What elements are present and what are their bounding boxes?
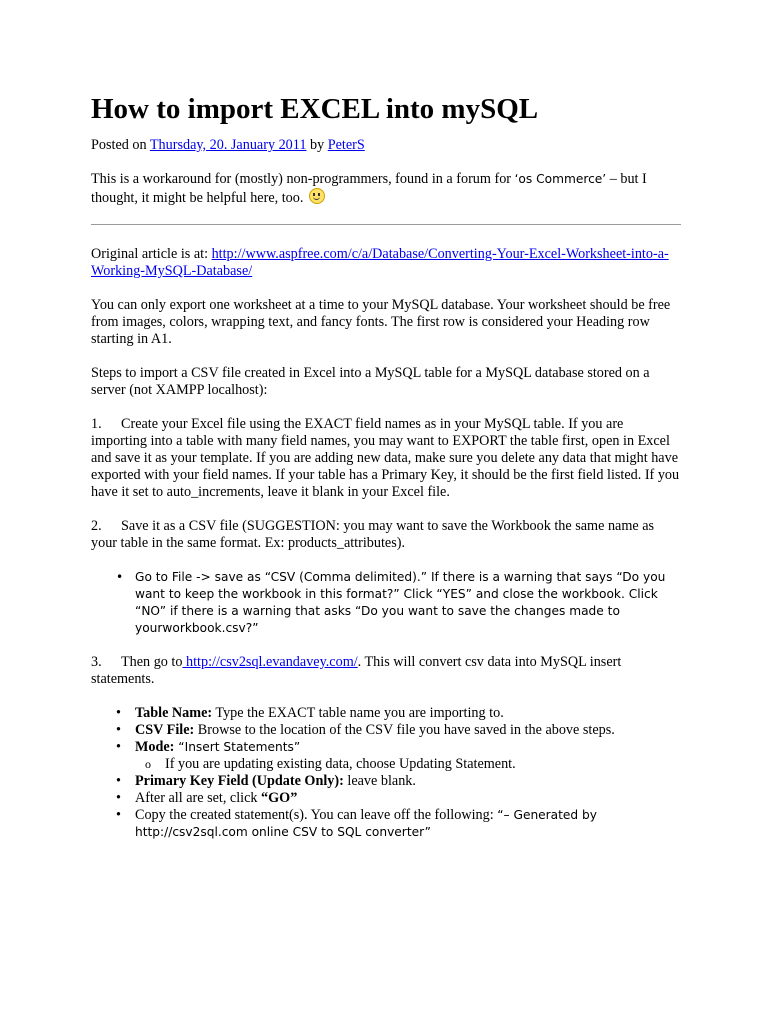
item-label: Primary Key Field (Update Only):: [135, 773, 344, 789]
by-text: by: [306, 137, 328, 153]
step-2-text: Save it as a CSV file (SUGGESTION: you may want to save the Workbook the same name as your table in the same format. Ex: products_attributes).: [91, 518, 655, 551]
list-item: [135, 705, 681, 722]
intro-text-c: – but I thought, it might be helpful here, too.: [91, 171, 647, 206]
author-link[interactable]: PeterS: [327, 137, 365, 153]
list-item: [135, 790, 681, 807]
sublist-item: o If you are updating existing data, choose Updating Statement.: [165, 756, 681, 773]
step-3: [91, 654, 681, 688]
item-text: Type the EXACT table name you are importing to.: [212, 705, 504, 721]
intro-quote: ‘os Commerce’: [514, 172, 607, 186]
item-text: Copy the created statement(s). You can leave off the following:: [135, 807, 498, 823]
list-item: [135, 773, 681, 790]
item-text: “Insert Statements”: [174, 740, 301, 754]
mode-sublist: [135, 756, 681, 773]
intro-paragraph: [91, 171, 681, 207]
step-2: [91, 518, 681, 552]
step-1: [91, 416, 681, 501]
csv2sql-link[interactable]: http://csv2sql.evandavey.com/: [182, 654, 358, 670]
list-item: [135, 807, 681, 841]
step-3-bullets: [91, 705, 681, 841]
item-text: After all are set, click: [135, 790, 262, 806]
post-meta: [91, 137, 681, 154]
go-label: “GO”: [261, 790, 298, 806]
generated-by-note: “– Generated by http://csv2sql.com online CSV to SQL converter”: [135, 808, 597, 839]
step-2-number: 2.: [91, 518, 102, 534]
item-text: leave blank.: [343, 773, 416, 789]
step-3-pre: Then go to: [121, 654, 183, 670]
intro-text-a: This is a workaround for (mostly) non-programmers, found in a forum for: [91, 171, 515, 187]
item-label: Mode:: [135, 739, 175, 755]
original-article-link[interactable]: http://www.aspfree.com/c/a/Database/Converting-Your-Excel-Worksheet-into-a-Working-MySQL-Database/: [91, 246, 669, 279]
item-label: Table Name:: [135, 705, 213, 721]
list-item: [135, 739, 681, 773]
paragraph-worksheet: You can only export one worksheet at a time to your MySQL database. Your worksheet should be free from images, colors, wrapping text, and fancy fonts. The first row is considered your Heading row starting in A1.: [91, 297, 671, 347]
posted-prefix: Posted on: [91, 137, 150, 153]
original-label: Original article is at:: [91, 246, 212, 262]
paragraph-steps-intro: Steps to import a CSV file created in Excel into a MySQL table for a MySQL database stored on a server (not XAMPP localhost):: [91, 365, 650, 398]
item-label: CSV File:: [135, 722, 195, 738]
step-3-number: 3.: [91, 654, 102, 670]
list-item: [135, 722, 681, 739]
post-date-link[interactable]: Thursday, 20. January 2011: [149, 137, 307, 153]
page-title: How to import EXCEL into mySQL: [91, 93, 539, 125]
divider: [91, 224, 681, 225]
step-1-number: 1.: [91, 416, 102, 432]
article: [91, 92, 681, 858]
step-3-post: . This will convert csv data into MySQL insert statements.: [91, 654, 622, 687]
original-article: [91, 246, 681, 280]
step-1-text: Create your Excel file using the EXACT field names as in your MySQL table. If you are importing into a table with many field names, you may want to EXPORT the table first, open in Excel and save it as your template. If you are adding new data, make sure you delete any data that might have exported with your field names. If your table has a Primary Key, it should be the first field listed. If you have it set to auto_increments, leave it blank in your Excel file.: [91, 416, 680, 500]
smiley-emoticon-icon: [309, 188, 325, 204]
step-2-bullets: [91, 569, 681, 637]
item-text: Browse to the location of the CSV file you have saved in the above steps.: [194, 722, 615, 738]
list-item: • Go to File -> save as “CSV (Comma delimited).” If there is a warning that says “Do you want to keep the workbook in this format?” Click “YES” and close the workbook. Click “NO” if there is a warning that asks “Do you want to save the changes made to yourworkbook.csv?”: [135, 569, 681, 637]
